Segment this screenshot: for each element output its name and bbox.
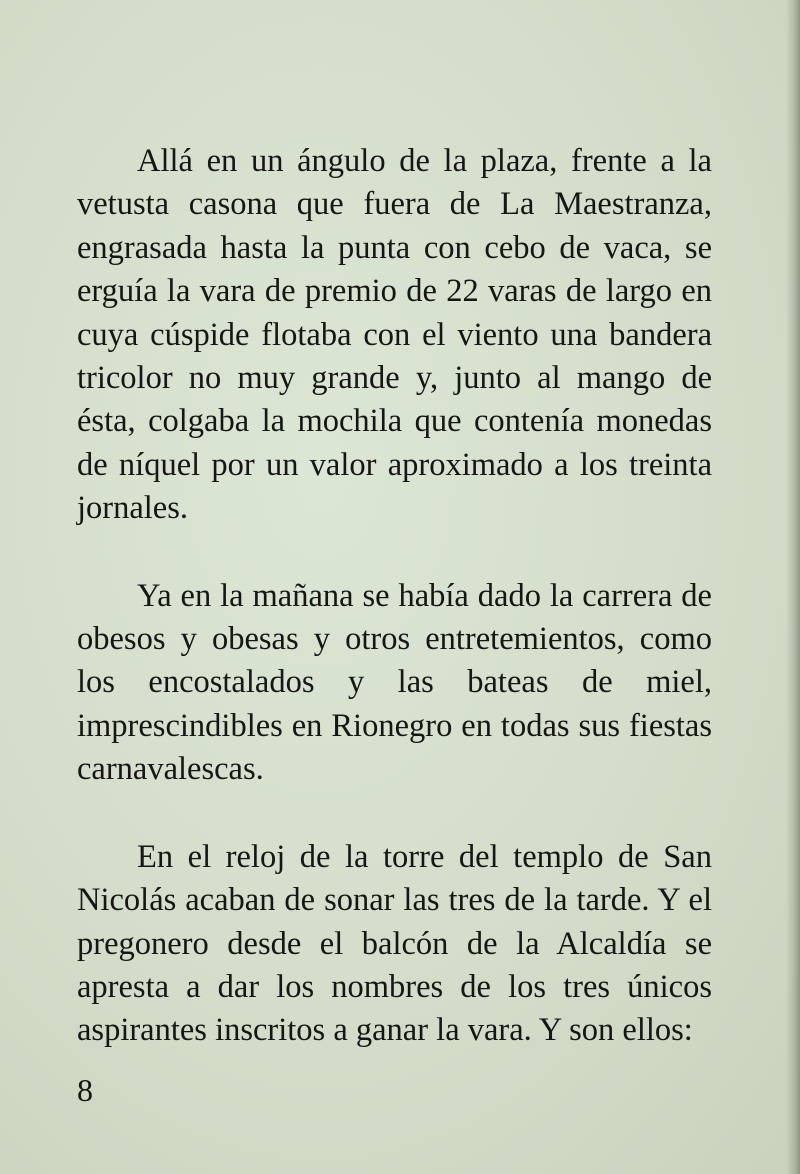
paragraph-1: Allá en un ángulo de la plaza, frente a la vetusta casona que fuera de La Maestranza, engrasada hasta la punta con cebo de vaca, se erguía la vara de premio de 22 varas de largo en cuya cúspide flotaba con el viento una bandera tricolor no muy grande y, junto al mango de ésta, colgaba la mochila que contenía monedas de níquel por un valor aproximado a los treinta jornales. <box>77 143 712 527</box>
paragraph-2: Ya en la mañana se había dado la carrera de obesos y obesas y otros entretemientos, como los encostalados y las bateas de miel, imprescindibles en Rionegro en todas sus fiestas carnavalescas. <box>77 577 712 788</box>
page-edge-shadow <box>786 0 800 1174</box>
page-number: 8 <box>77 1072 93 1108</box>
paragraph-3: En el reloj de la torre del templo de San Nicolás acaban de sonar las tres de la tarde. Y el pregonero desde el balcón de la Alcaldía se apresta a dar los nombres de los tres únicos aspirantes inscritos a ganar la vara. Y son ellos: <box>77 838 712 1049</box>
body-text <box>77 140 712 1097</box>
